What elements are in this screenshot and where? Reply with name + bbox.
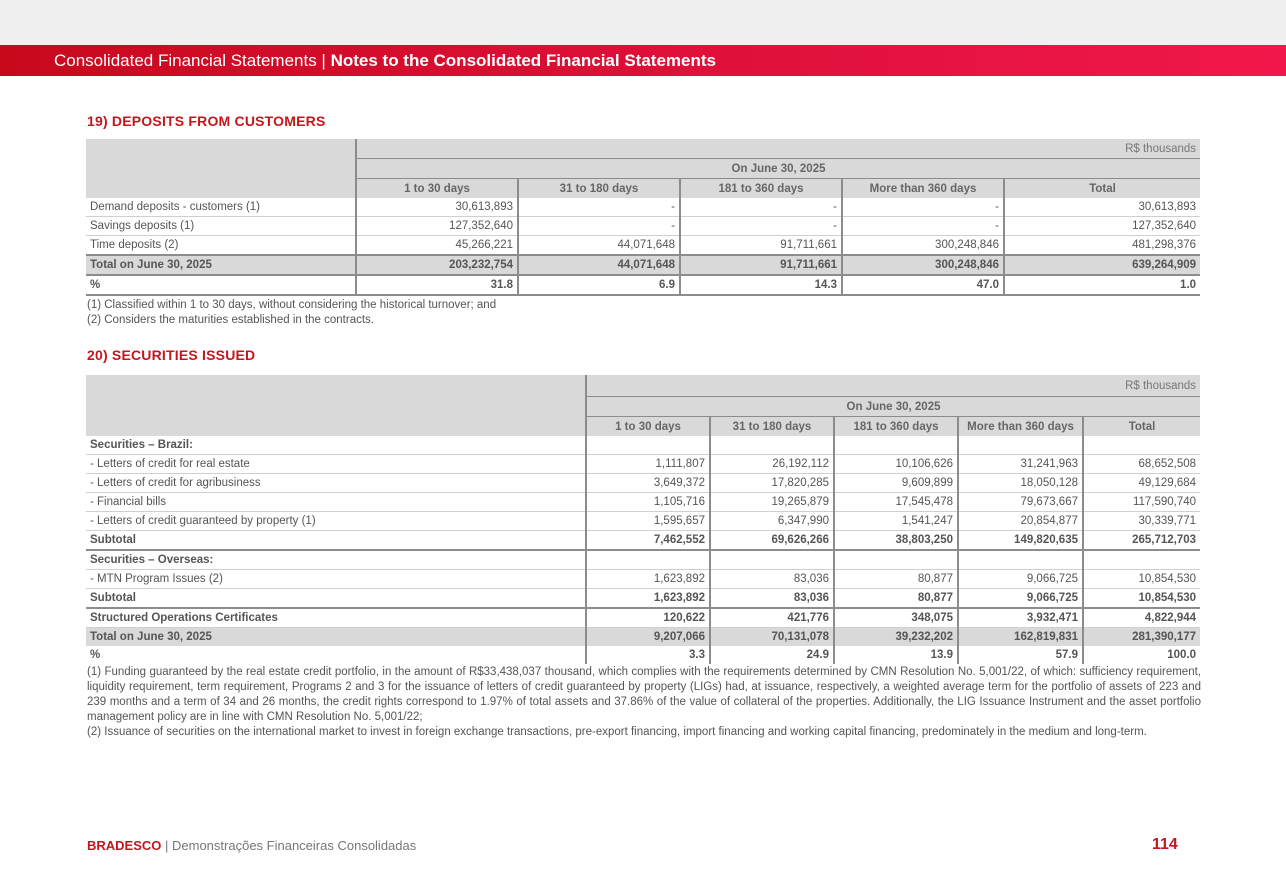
cell-value: 10,106,626 [834, 455, 958, 474]
structured-row [86, 608, 1200, 628]
cell-value: 1,623,892 [586, 589, 710, 609]
cell-value: 30,613,893 [1004, 198, 1200, 217]
cell-value: 17,545,478 [834, 493, 958, 512]
subtotal-row [86, 531, 1200, 551]
cell-value: 3.3 [586, 646, 710, 664]
table-row [86, 236, 1200, 256]
table-row [86, 512, 1200, 531]
deposits-title: 19) DEPOSITS FROM CUSTOMERS [87, 113, 326, 129]
column-header: 31 to 180 days [518, 179, 680, 199]
cell-value: 281,390,177 [1083, 628, 1200, 647]
empty-cell [958, 436, 1083, 455]
cell-value: 80,877 [834, 570, 958, 589]
cell-value: - [842, 217, 1004, 236]
brazil-heading-row [86, 436, 1200, 455]
cell-value: 100.0 [1167, 649, 1197, 661]
total-row [86, 628, 1200, 647]
period-label: On June 30, 2025 [356, 159, 1200, 179]
cell-value: 300,248,846 [842, 236, 1004, 256]
cell-value: 80,877 [834, 589, 958, 609]
cell-value: 149,820,635 [958, 531, 1083, 551]
cell-value: 30,339,771 [1083, 512, 1200, 531]
cell-value: 1.0 [1004, 275, 1200, 295]
section-heading: Securities – Overseas: [86, 550, 586, 570]
cell-value: 91,711,661 [680, 236, 842, 256]
unit-label: R$ thousands [586, 375, 1200, 397]
empty-cell [958, 550, 1083, 570]
footnote: (1) Funding guaranteed by the real estate credit portfolio, in the amount of R$33,438,037 thousand, which complies with the requirements determined by CMN Resolution No. 5,001/22, of which: sufficiency requirement, liquidity requirement, term requirement, Programs 2 and 3 for the issuance of letters of credit guaranteed by property (LIGs) had, at issuance, respectively, a weighted average term for the portfolio of assets of 223 and 239 months and a term of 34 and 26 months, the credit rights correspond to 1.97% of total assets and 37.86% of the value of collateral of the properties. Additionally, the LIG Issuance Instrument and the asset portfolio management policy are in line with CMN Resolution No. 5,001/22; [87, 666, 1201, 723]
column-header: 31 to 180 days [710, 417, 834, 437]
cell-value: 1,541,247 [834, 512, 958, 531]
row-label: Demand deposits - customers (1) [86, 198, 356, 217]
cell-value: 38,803,250 [834, 531, 958, 551]
cell-value: 31,241,963 [958, 455, 1083, 474]
section-heading: Securities – Brazil: [86, 436, 586, 455]
period-label: On June 30, 2025 [586, 397, 1200, 417]
row-label: - Letters of credit for agribusiness [86, 474, 586, 493]
cell-value: 57.9 [958, 646, 1083, 664]
empty-cell [586, 550, 710, 570]
cell-value: 1,105,716 [586, 493, 710, 512]
cell-value: 300,248,846 [842, 255, 1004, 275]
cell-value: - [518, 198, 680, 217]
cell-value: - [842, 198, 1004, 217]
cell-value: 47.0 [842, 275, 1004, 295]
cell-value: 39,232,202 [834, 628, 958, 647]
securities-title: 20) SECURITIES ISSUED [87, 347, 256, 363]
cell-value: 13.9 [834, 646, 958, 664]
cell-value: 20,854,877 [958, 512, 1083, 531]
cell-value: 120,622 [586, 608, 710, 628]
cell-value: 348,075 [834, 608, 958, 628]
subtotal-row [86, 589, 1200, 609]
header-subsection: Notes to the Consolidated Financial Statements [330, 51, 716, 70]
cell-value: 68,652,508 [1083, 455, 1200, 474]
table-row [86, 455, 1200, 474]
cell-value: 162,819,831 [958, 628, 1083, 647]
unit-label: R$ thousands [356, 139, 1200, 159]
cell-value: 117,590,740 [1083, 493, 1200, 512]
deposits-notes [87, 298, 1201, 328]
cell-value: 3,932,471 [958, 608, 1083, 628]
row-label: Subtotal [86, 589, 586, 609]
cell-value: 639,264,909 [1004, 255, 1200, 275]
cell-value: 70,131,078 [710, 628, 834, 647]
column-header: 181 to 360 days [680, 179, 842, 199]
empty-cell [1083, 550, 1200, 570]
row-label: Time deposits (2) [86, 236, 356, 256]
table-row [86, 570, 1200, 589]
cell-value: 30,613,893 [356, 198, 518, 217]
row-label: - Letters of credit for real estate [86, 455, 586, 474]
column-header: More than 360 days [842, 179, 1004, 199]
table-row [86, 474, 1200, 493]
cell-value: 83,036 [710, 570, 834, 589]
column-header: Total [1083, 417, 1200, 437]
cell-value: 1,111,807 [586, 455, 710, 474]
cell-value: 24.9 [710, 646, 834, 664]
row-label: - Financial bills [86, 493, 586, 512]
cell-value: 10,854,530 [1083, 589, 1200, 609]
cell-value: 265,712,703 [1083, 531, 1200, 551]
total-row [86, 255, 1200, 275]
row-label: Subtotal [86, 531, 586, 551]
table-row [86, 198, 1200, 217]
cell-value: 9,207,066 [586, 628, 710, 647]
column-header: Total [1004, 179, 1200, 199]
row-label: % [86, 646, 586, 664]
footnote: (2) Considers the maturities established in the contracts. [87, 314, 374, 326]
cell-value: - [680, 217, 842, 236]
cell-value: 6.9 [518, 275, 680, 295]
cell-value: 421,776 [710, 608, 834, 628]
empty-cell [586, 436, 710, 455]
header-section: Consolidated Financial Statements | [54, 51, 326, 70]
row-label: - Letters of credit guaranteed by property (1) [86, 512, 586, 531]
header-bar [0, 45, 1286, 76]
cell-value: 1,623,892 [586, 570, 710, 589]
overseas-heading-row [86, 550, 1200, 570]
cell-value: 127,352,640 [1004, 217, 1200, 236]
column-header: 1 to 30 days [586, 417, 710, 437]
cell-value: 91,711,661 [680, 255, 842, 275]
cell-value: 9,066,725 [958, 570, 1083, 589]
row-label: % [86, 275, 356, 295]
cell-value: 6,347,990 [710, 512, 834, 531]
cell-value: 4,822,944 [1083, 608, 1200, 628]
header-title [54, 51, 716, 71]
footnote: (1) Classified within 1 to 30 days, without considering the historical turnover; and [87, 299, 497, 311]
cell-value: 9,609,899 [834, 474, 958, 493]
header-blank-cell [86, 139, 356, 198]
cell-value: 18,050,128 [958, 474, 1083, 493]
cell-value: - [680, 198, 842, 217]
cell-value: 45,266,221 [356, 236, 518, 256]
cell-value: 14.3 [680, 275, 842, 295]
cell-value: 1,595,657 [586, 512, 710, 531]
cell-value: 10,854,530 [1083, 570, 1200, 589]
cell-value: 7,462,552 [586, 531, 710, 551]
cell-value: 83,036 [710, 589, 834, 609]
column-header: 181 to 360 days [834, 417, 958, 437]
empty-cell [710, 436, 834, 455]
row-label: Structured Operations Certificates [86, 608, 586, 628]
column-header: More than 360 days [958, 417, 1083, 437]
table-row [86, 493, 1200, 512]
cell-value: 44,071,648 [518, 236, 680, 256]
cell-value: 26,192,112 [710, 455, 834, 474]
cell-value: 69,626,266 [710, 531, 834, 551]
header-blank-cell [86, 375, 586, 436]
cell-value: 17,820,285 [710, 474, 834, 493]
cell-value: 49,129,684 [1083, 474, 1200, 493]
securities-notes [87, 665, 1201, 740]
footnote: (2) Issuance of securities on the international market to invest in foreign exchange transactions, pre-export financing, import financing and working capital financing, predominately in the medium and long-term. [87, 726, 1147, 738]
cell-value: 79,673,667 [958, 493, 1083, 512]
row-label: Savings deposits (1) [86, 217, 356, 236]
footer [87, 838, 416, 853]
page-number: 114 [1152, 836, 1178, 853]
column-header: 1 to 30 days [356, 179, 518, 199]
empty-cell [834, 436, 958, 455]
cell-value: 44,071,648 [518, 255, 680, 275]
row-label: Total on June 30, 2025 [86, 255, 356, 275]
cell-value: 19,265,879 [710, 493, 834, 512]
cell-value: 203,232,754 [356, 255, 518, 275]
empty-cell [834, 550, 958, 570]
footer-brand: BRADESCO [87, 838, 162, 853]
cell-value: 127,352,640 [356, 217, 518, 236]
securities-table [86, 375, 1200, 664]
empty-cell [1083, 436, 1200, 455]
deposits-table [86, 139, 1200, 296]
percent-row [86, 646, 1200, 664]
cell-value: - [518, 217, 680, 236]
percent-row [86, 275, 1200, 295]
cell-value: 3,649,372 [586, 474, 710, 493]
row-label: Total on June 30, 2025 [86, 628, 586, 647]
cell-value: 481,298,376 [1004, 236, 1200, 256]
table-row [86, 217, 1200, 236]
cell-value: 9,066,725 [958, 589, 1083, 609]
top-band [0, 0, 1286, 45]
footer-text: | Demonstrações Financeiras Consolidadas [161, 838, 417, 853]
row-label: - MTN Program Issues (2) [86, 570, 586, 589]
cell-value: 31.8 [356, 275, 518, 295]
unit-row [86, 375, 1200, 397]
unit-row [86, 139, 1200, 159]
empty-cell [710, 550, 834, 570]
